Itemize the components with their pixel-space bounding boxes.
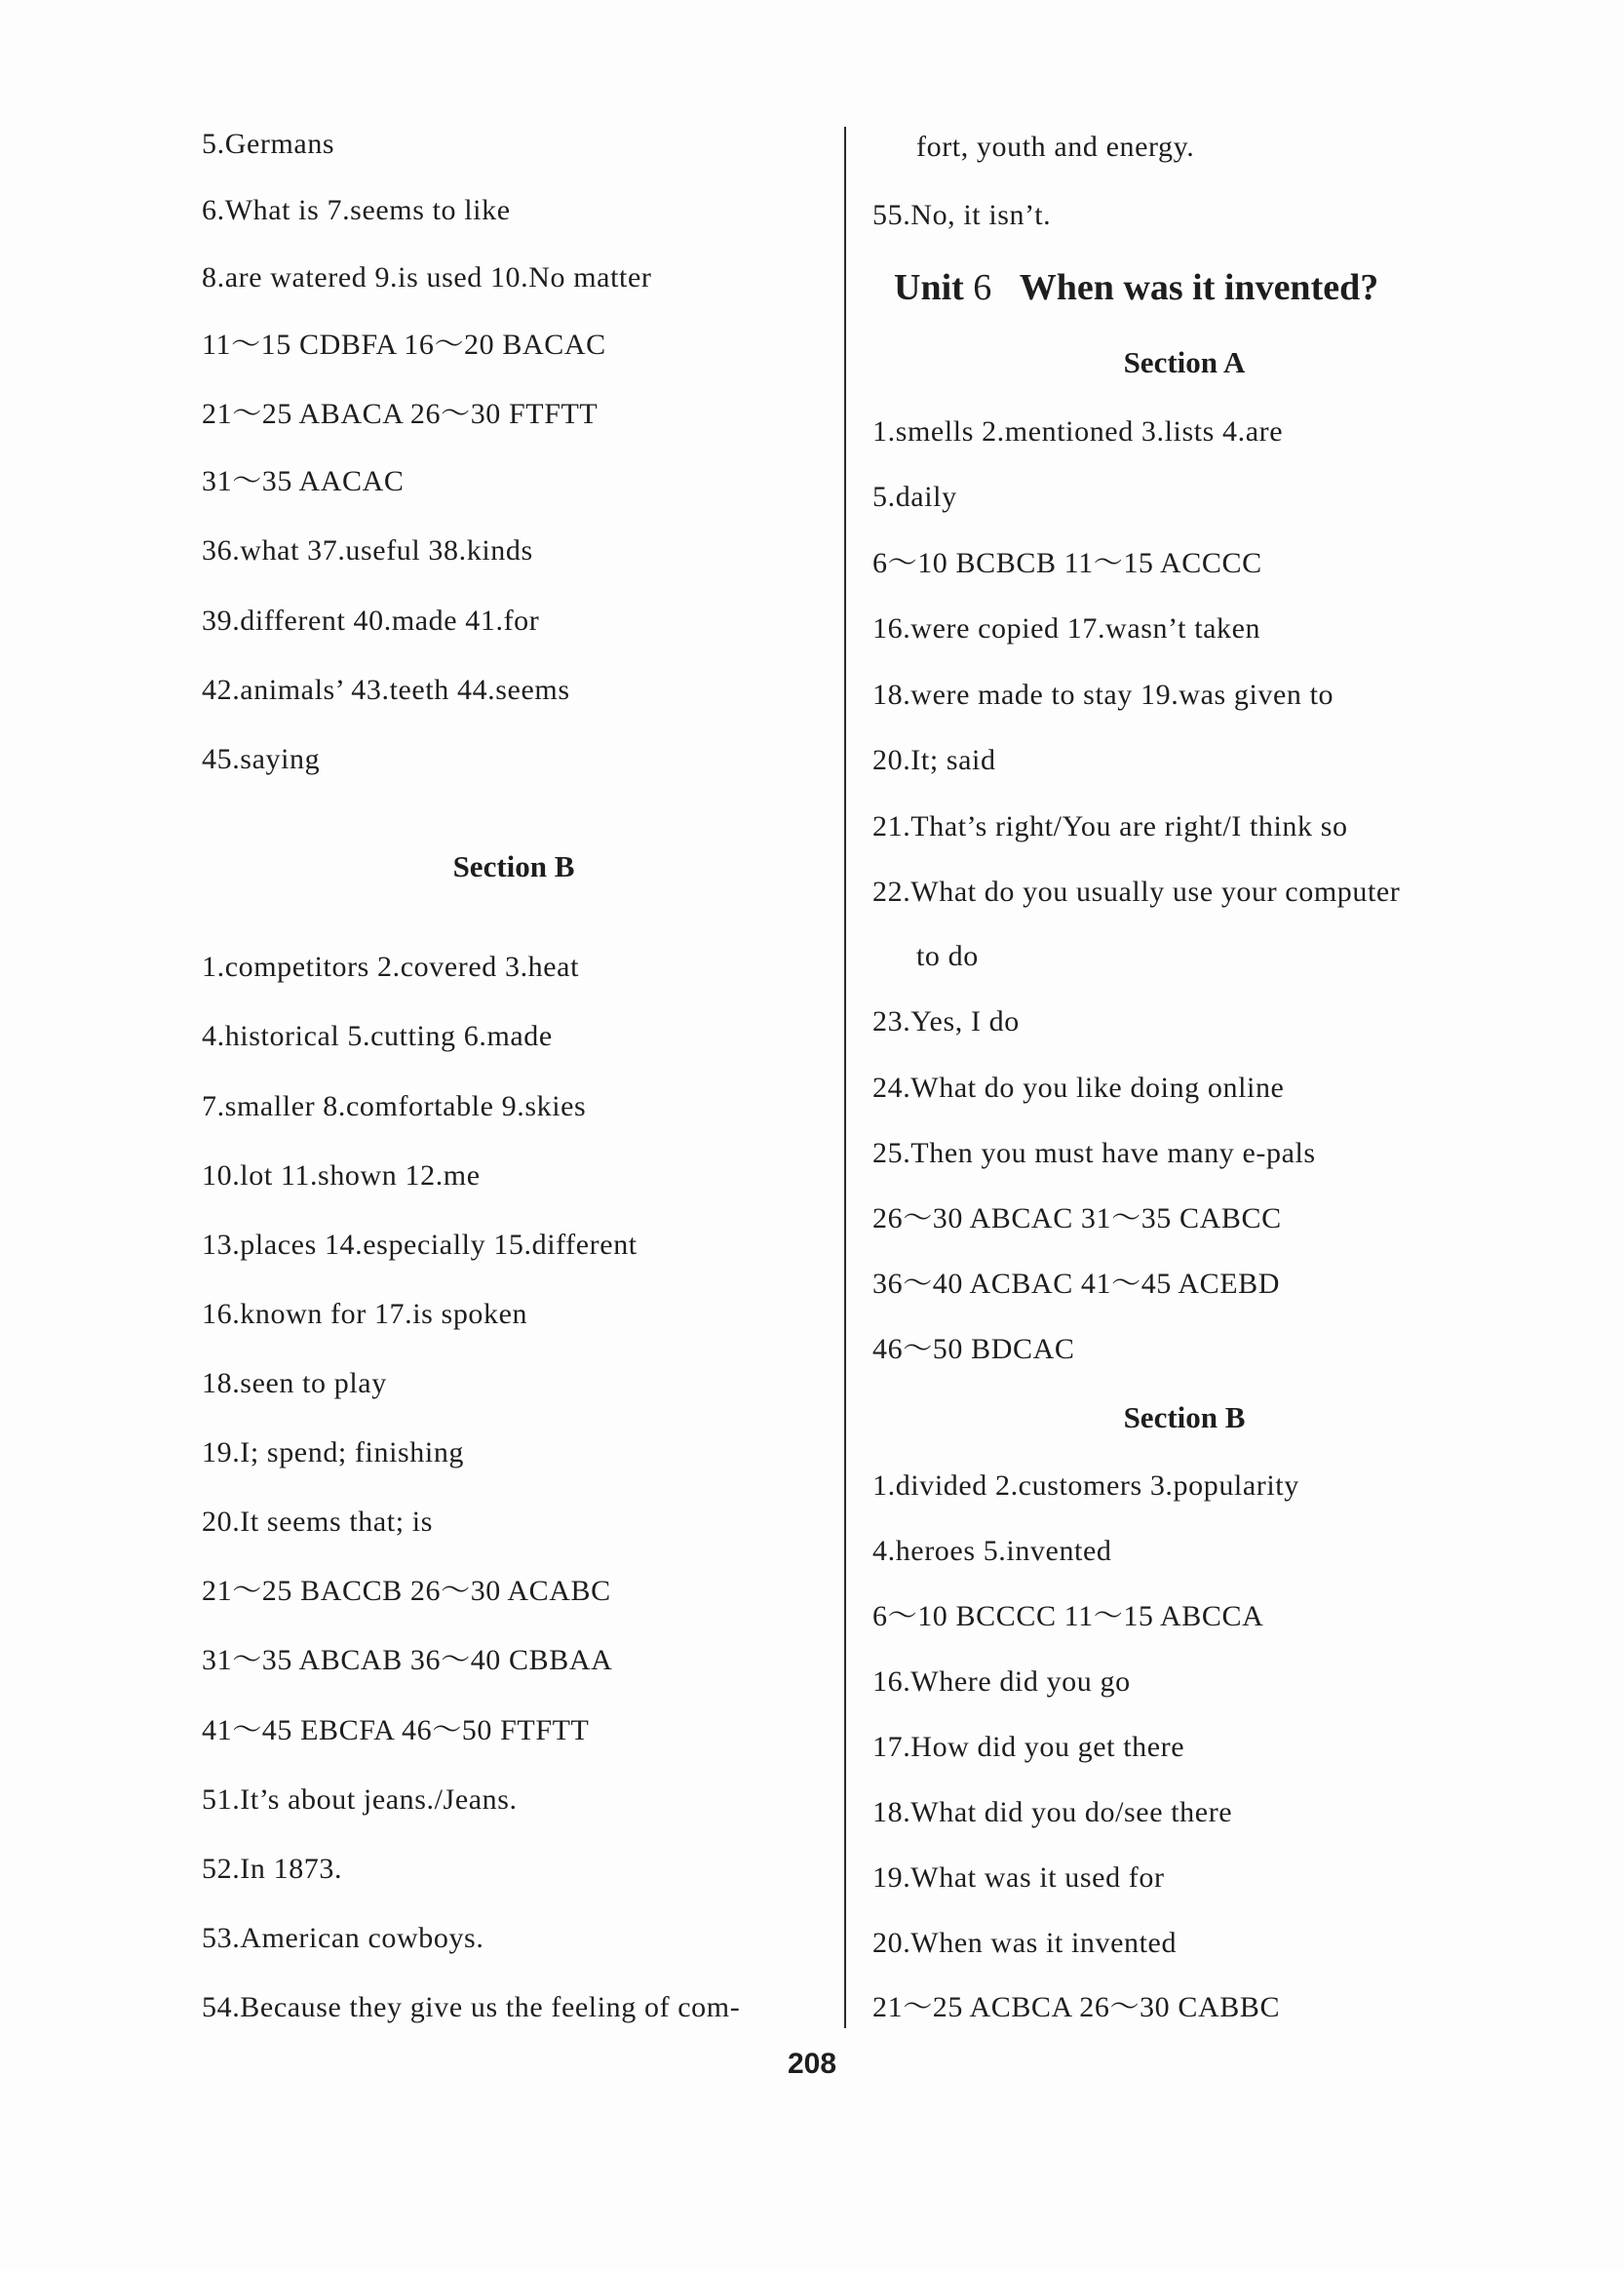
answer-line: 52.In 1873. [202, 1853, 343, 1885]
answer-line: 6.What is 7.seems to like [202, 194, 511, 226]
answer-line: 51.It’s about jeans./Jeans. [202, 1783, 518, 1816]
answer-line: 41～45 EBCFA 46～50 FTFTT [202, 1714, 590, 1746]
answer-line: 4.heroes 5.invented [872, 1535, 1112, 1567]
answer-line: 21～25 ABACA 26～30 FTFTT [202, 398, 599, 430]
answer-line: 11～15 CDBFA 16～20 BACAC [202, 329, 606, 361]
answer-line: 16.known for 17.is spoken [202, 1298, 528, 1330]
answer-line: 1.smells 2.mentioned 3.lists 4.are [872, 415, 1284, 448]
answer-line: 22.What do you usually use your computer [872, 876, 1401, 908]
answer-line: 1.divided 2.customers 3.popularity [872, 1469, 1299, 1502]
answer-line: 20.It seems that; is [202, 1506, 433, 1538]
answer-line: 7.smaller 8.comfortable 9.skies [202, 1090, 587, 1122]
answer-line: 16.Where did you go [872, 1665, 1131, 1698]
answer-line: 6～10 BCBCB 11～15 ACCCC [872, 547, 1262, 579]
answer-line: 5.Germans [202, 128, 335, 160]
answer-line: 16.were copied 17.wasn’t taken [872, 612, 1261, 645]
answer-line: 53.American cowboys. [202, 1922, 484, 1954]
answer-line: 17.How did you get there [872, 1731, 1185, 1763]
answer-line: 25.Then you must have many e-pals [872, 1137, 1316, 1169]
answer-line: 4.historical 5.cutting 6.made [202, 1020, 553, 1052]
answer-line: 42.animals’ 43.teeth 44.seems [202, 674, 570, 706]
answer-line: 21～25 BACCB 26～30 ACABC [202, 1575, 611, 1607]
answer-line: 23.Yes, I do [872, 1005, 1020, 1037]
answer-line: 5.daily [872, 481, 957, 513]
answer-line: 20.It; said [872, 744, 996, 776]
answer-line: 36～40 ACBAC 41～45 ACEBD [872, 1268, 1281, 1300]
unit-title-text: When was it invented? [1019, 267, 1379, 308]
section-b-heading: Section B [452, 849, 575, 883]
unit-prefix: Unit [894, 267, 964, 308]
answer-line: 21.That’s right/You are right/I think so [872, 810, 1348, 842]
answer-line: 18.were made to stay 19.was given to [872, 679, 1334, 711]
answer-line: 31～35 AACAC [202, 465, 405, 497]
answer-line: 20.When was it invented [872, 1927, 1178, 1959]
answer-line: 46～50 BDCAC [872, 1333, 1075, 1365]
answer-line: 21～25 ACBCA 26～30 CABBC [872, 1991, 1281, 2023]
answer-line: 18.seen to play [202, 1367, 387, 1399]
answer-line: 39.different 40.made 41.for [202, 605, 540, 637]
answer-line: 54.Because they give us the feeling of com- [202, 1991, 741, 2023]
answer-line: 8.are watered 9.is used 10.No matter [202, 261, 652, 294]
unit-number: 6 [973, 267, 992, 308]
answer-line: 36.what 37.useful 38.kinds [202, 534, 533, 567]
answer-line: 18.What did you do/see there [872, 1796, 1233, 1828]
answer-line: 55.No, it isn’t. [872, 199, 1052, 231]
answer-line: to do [916, 940, 979, 972]
answer-line: fort, youth and energy. [916, 131, 1195, 163]
answer-line: 24.What do you like doing online [872, 1072, 1285, 1104]
column-divider [844, 127, 846, 2028]
page-number: 208 [787, 2048, 837, 2080]
answer-line: 26～30 ABCAC 31～35 CABCC [872, 1202, 1282, 1234]
answer-line: 10.lot 11.shown 12.me [202, 1159, 481, 1192]
answer-line: 45.saying [202, 743, 321, 775]
answer-line: 19.I; spend; finishing [202, 1436, 465, 1468]
unit-title [894, 266, 1378, 309]
section-a-heading: Section A [1123, 345, 1246, 379]
section-b-heading: Section B [1123, 1400, 1246, 1434]
answer-line: 19.What was it used for [872, 1861, 1165, 1894]
answer-line: 13.places 14.especially 15.different [202, 1229, 638, 1261]
answer-line: 1.competitors 2.covered 3.heat [202, 951, 580, 983]
answer-line: 6～10 BCCCC 11～15 ABCCA [872, 1600, 1264, 1632]
answer-line: 31～35 ABCAB 36～40 CBBAA [202, 1644, 613, 1676]
